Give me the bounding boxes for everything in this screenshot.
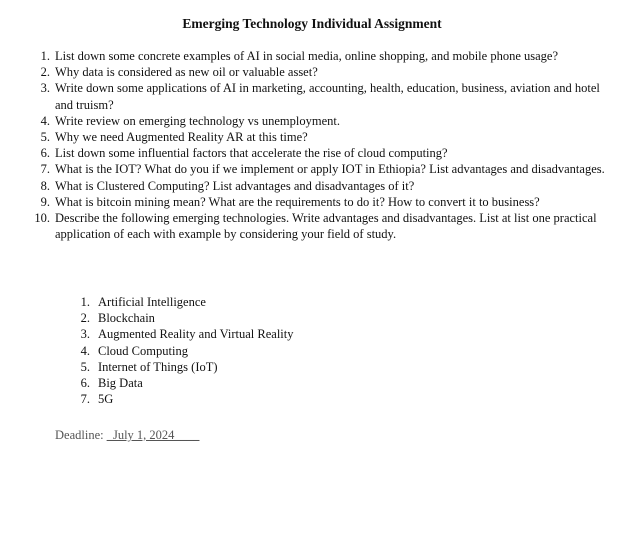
question-item [0,194,624,210]
technology-number: 1. [80,295,90,309]
question-text: What is bitcoin mining mean? What are the requirements to do it? How to convert it to business? [55,194,540,209]
technology-number: 7. [80,392,90,407]
technology-name: Artificial Intelligence [98,295,206,309]
technology-name: 5G [98,392,114,407]
question-number: 4. [40,113,50,128]
technology-number: 2. [80,311,90,326]
question-text: List down some concrete examples of AI in social media, online shopping, and mobile phone usage? [55,49,559,63]
technology-name: Augmented Reality and Virtual Reality [98,327,294,342]
technology-number: 5. [80,359,90,374]
question-text: What is Clustered Computing? List advantages and disadvantages of it? [55,178,415,193]
question-number: 9. [40,194,50,209]
question-text: Describe the following emerging technologies. Write advantages and disadvantages. List at list one practical application of each with example by considering your field of study. [55,211,597,242]
question-text: List down some influential factors that accelerate the rise of cloud computing? [55,146,448,161]
question-item [0,64,624,80]
question-item [0,113,624,129]
question-item [0,48,624,64]
technology-item [0,343,624,359]
page-title: Emerging Technology Individual Assignment [182,16,442,31]
question-text: Write down some applications of AI in marketing, accounting, health, education, business, aviation and hotel and truism? [55,81,600,112]
question-text: Why data is considered as new oil or valuable asset? [55,65,318,80]
technology-item [0,375,624,391]
question-text: Write review on emerging technology vs unemployment. [55,113,340,128]
question-number: 5. [40,130,50,145]
technology-name: Cloud Computing [98,343,188,358]
question-number: 7. [40,162,50,177]
technology-item [0,326,624,342]
question-text: Why we need Augmented Reality AR at this time? [55,130,308,145]
deadline-date: _July 1, 2024____ [106,428,200,442]
question-number: 2. [40,65,50,80]
question-number: 10. [34,211,50,226]
technology-number: 3. [80,327,90,342]
question-item [0,210,624,242]
technology-number: 4. [80,343,90,358]
technology-item [0,391,624,407]
question-number: 3. [40,81,50,96]
technology-item [0,310,624,326]
technology-number: 6. [80,376,90,391]
technology-item [0,359,624,375]
question-item [0,129,624,145]
deadline [55,427,199,443]
question-item [0,161,624,177]
technology-name: Blockchain [98,311,155,326]
question-item [0,145,624,161]
question-number: 8. [40,178,50,193]
technology-name: Big Data [98,376,143,391]
question-list [0,48,624,242]
question-number: 1. [40,49,50,63]
question-item [0,178,624,194]
technology-name: Internet of Things (IoT) [98,359,218,374]
question-number: 6. [40,146,50,161]
technology-list [0,294,624,407]
technology-item [0,294,624,310]
deadline-label: Deadline: [55,428,107,442]
question-item [0,80,624,112]
question-text: What is the IOT? What do you if we implement or apply IOT in Ethiopia? List advantages and disadvantages. [55,162,605,177]
